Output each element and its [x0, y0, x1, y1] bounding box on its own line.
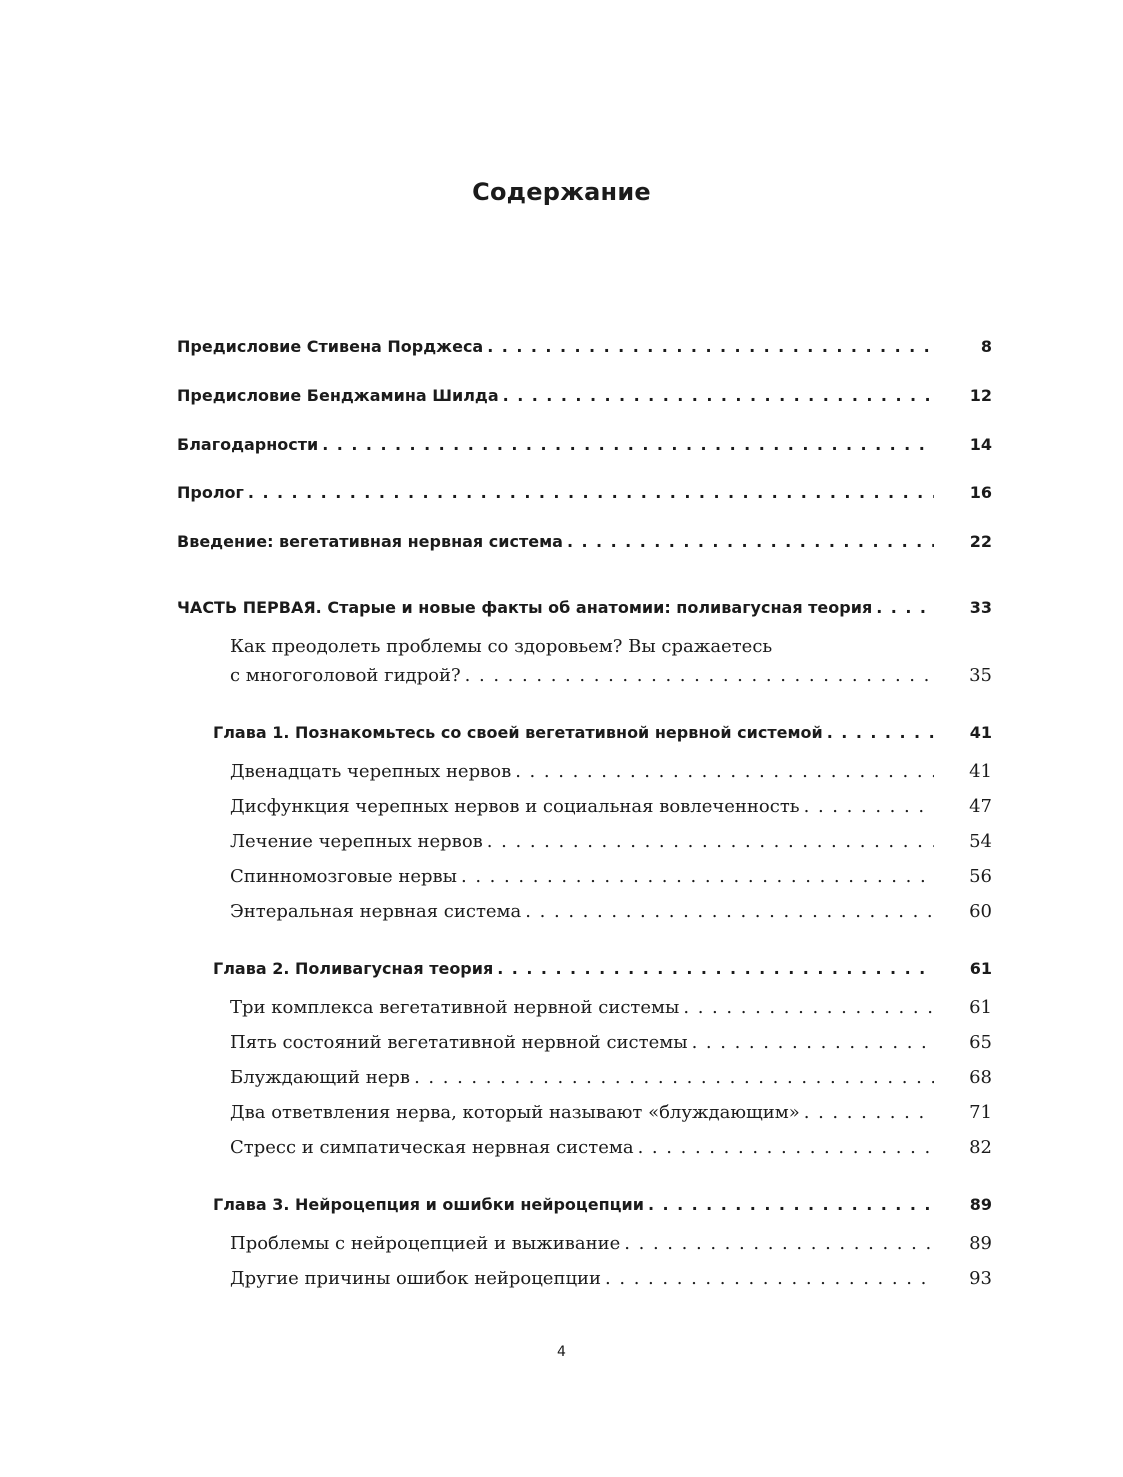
toc-entry-other-causes[interactable]: [230, 1268, 992, 1289]
leader-dots: [322, 435, 934, 454]
toc-entry-page: 33: [969, 598, 992, 617]
toc-entry-page: 22: [969, 532, 992, 551]
toc-entry-title: Пять состояний вегетативной нервной системы: [230, 1032, 688, 1053]
toc-entry-title: Стресс и симпатическая нервная система: [230, 1137, 634, 1158]
toc-entry-vagus-nerve[interactable]: [230, 1067, 992, 1088]
toc-entry-part-one[interactable]: [177, 598, 992, 617]
leader-dots: [827, 723, 934, 742]
toc-entry-three-complexes[interactable]: [230, 997, 992, 1018]
toc-entry-title: Три комплекса вегетативной нервной системы: [230, 997, 680, 1018]
leader-dots: [648, 1195, 934, 1214]
page-title: Содержание: [472, 178, 651, 206]
leader-dots: [497, 959, 934, 978]
toc-entry-title: Глава 1. Познакомьтесь со своей вегетативной нервной системой: [213, 723, 823, 742]
toc-entry-title: Другие причины ошибок нейроцепции: [230, 1268, 602, 1289]
toc-entry-page: 47: [969, 796, 992, 817]
toc-entry-chapter-3[interactable]: [213, 1195, 992, 1214]
toc-entry-chapter-1[interactable]: [213, 723, 992, 742]
leader-dots: [683, 997, 934, 1018]
leader-dots: [248, 483, 934, 502]
leader-dots: [503, 386, 934, 405]
toc-entry-two-branches[interactable]: [230, 1102, 992, 1123]
toc-entry-title: Спинномозговые нервы: [230, 866, 457, 887]
toc-entry-title: Дисфункция черепных нервов и социальная вовлеченность: [230, 796, 800, 817]
toc-entry-neuroception-survival[interactable]: [230, 1233, 992, 1254]
leader-dots: [465, 665, 934, 686]
toc-entry-introduction[interactable]: [177, 532, 992, 551]
toc-entry-prologue[interactable]: [177, 483, 992, 502]
page-number: 4: [557, 1344, 566, 1360]
toc-entry-title: Блуждающий нерв: [230, 1067, 411, 1088]
toc-entry-page: 89: [969, 1233, 992, 1254]
toc-entry-title: Лечение черепных нервов: [230, 831, 483, 852]
toc-entry-page: 89: [969, 1195, 992, 1214]
toc-entry-page: 16: [969, 483, 992, 502]
toc-entry-page: 68: [969, 1067, 992, 1088]
toc-entry-page: 65: [969, 1032, 992, 1053]
toc-entry-title-line1: Как преодолеть проблемы со здоровьем? Вы сражаетесь: [230, 636, 773, 657]
toc-entry-hydra[interactable]: [230, 665, 992, 686]
leader-dots: [515, 761, 934, 782]
toc-entry-title: Глава 3. Нейроцепция и ошибки нейроцепции: [213, 1195, 644, 1214]
toc-entry-cranial-dysfunction[interactable]: [230, 796, 992, 817]
toc-entry-page: 93: [969, 1268, 992, 1289]
leader-dots: [804, 1102, 934, 1123]
toc-entry-twelve-cranial-nerves[interactable]: [230, 761, 992, 782]
toc-entry-title: Два ответвления нерва, который называют «блуждающим»: [230, 1102, 800, 1123]
toc-entry-page: 60: [969, 901, 992, 922]
leader-dots: [638, 1137, 934, 1158]
toc-entry-title: Предисловие Бенджамина Шилда: [177, 386, 499, 405]
toc-entry-title: ЧАСТЬ ПЕРВАЯ. Старые и новые факты об анатомии: поливагусная теория: [177, 598, 873, 617]
toc-entry-stress-sympathetic[interactable]: [230, 1137, 992, 1158]
toc-entry-preface-shield[interactable]: [177, 386, 992, 405]
toc-entry-page: 82: [969, 1137, 992, 1158]
leader-dots: [605, 1268, 934, 1289]
toc-entry-page: 35: [969, 665, 992, 686]
leader-dots: [487, 337, 934, 356]
leader-dots: [414, 1067, 934, 1088]
toc-entry-preface-porges[interactable]: [177, 337, 992, 356]
leader-dots: [624, 1233, 934, 1254]
toc-entry-page: 54: [969, 831, 992, 852]
toc-entry-spinal-nerves[interactable]: [230, 866, 992, 887]
toc-entry-cranial-treatment[interactable]: [230, 831, 992, 852]
toc-entry-page: 8: [980, 337, 992, 356]
leader-dots: [876, 598, 934, 617]
toc-entry-title: Энтеральная нервная система: [230, 901, 522, 922]
toc-entry-page: 14: [969, 435, 992, 454]
toc-entry-acknowledgements[interactable]: [177, 435, 992, 454]
toc-entry-enteric-system[interactable]: [230, 901, 992, 922]
toc-entry-title: Благодарности: [177, 435, 319, 454]
toc-entry-title: с многоголовой гидрой?: [230, 665, 461, 686]
toc-entry-title: Предисловие Стивена Порджеса: [177, 337, 484, 356]
toc-entry-page: 41: [969, 723, 992, 742]
leader-dots: [461, 866, 934, 887]
toc-entry-five-states[interactable]: [230, 1032, 992, 1053]
toc-entry-title: Проблемы с нейроцепцией и выживание: [230, 1233, 621, 1254]
toc-entry-page: 12: [969, 386, 992, 405]
toc-entry-title: Двенадцать черепных нервов: [230, 761, 512, 782]
toc-entry-page: 56: [969, 866, 992, 887]
leader-dots: [487, 831, 934, 852]
toc-entry-page: 61: [969, 959, 992, 978]
toc-entry-page: 61: [969, 997, 992, 1018]
toc-entry-chapter-2[interactable]: [213, 959, 992, 978]
leader-dots: [804, 796, 934, 817]
toc-entry-title: Глава 2. Поливагусная теория: [213, 959, 494, 978]
leader-dots: [525, 901, 934, 922]
toc-entry-page: 71: [969, 1102, 992, 1123]
leader-dots: [567, 532, 934, 551]
toc-entry-title: Введение: вегетативная нервная система: [177, 532, 563, 551]
toc-entry-page: 41: [969, 761, 992, 782]
toc-entry-title: Пролог: [177, 483, 244, 502]
leader-dots: [692, 1032, 934, 1053]
